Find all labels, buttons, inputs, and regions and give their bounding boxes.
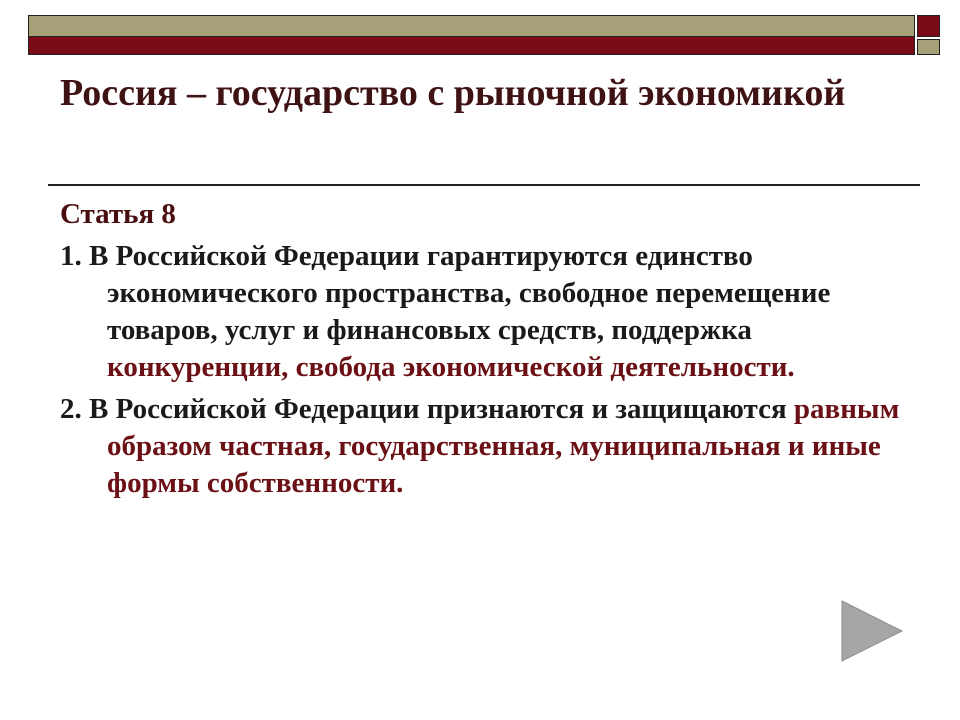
slide-body [60, 196, 920, 507]
title-divider [48, 184, 920, 186]
corner-maroon-square [917, 15, 940, 37]
header-olive-bar [28, 15, 915, 37]
list-item-1 [60, 238, 920, 386]
header-maroon-bar [28, 37, 915, 55]
item-2-highlight: равным образом частная, государственная, муниципальная и иные формы собственности. [107, 393, 900, 499]
slide-title: Россия – государство с рыночной экономикой [60, 72, 846, 114]
list-item-2 [60, 391, 920, 502]
article-heading: Статья 8 [60, 198, 176, 230]
item-1-highlight: конкуренции, свобода экономической деятельности. [107, 351, 795, 383]
next-slide-button[interactable] [840, 600, 904, 662]
item-2-text: 2. В Российской Федерации признаются и защищаются [60, 393, 794, 425]
play-triangle-icon [840, 600, 904, 662]
corner-olive-square [917, 39, 940, 55]
item-1-text: 1. В Российской Федерации гарантируются единство экономического пространства, свободное перемещение товаров, услуг и финансовых средств, поддержка [60, 240, 831, 346]
